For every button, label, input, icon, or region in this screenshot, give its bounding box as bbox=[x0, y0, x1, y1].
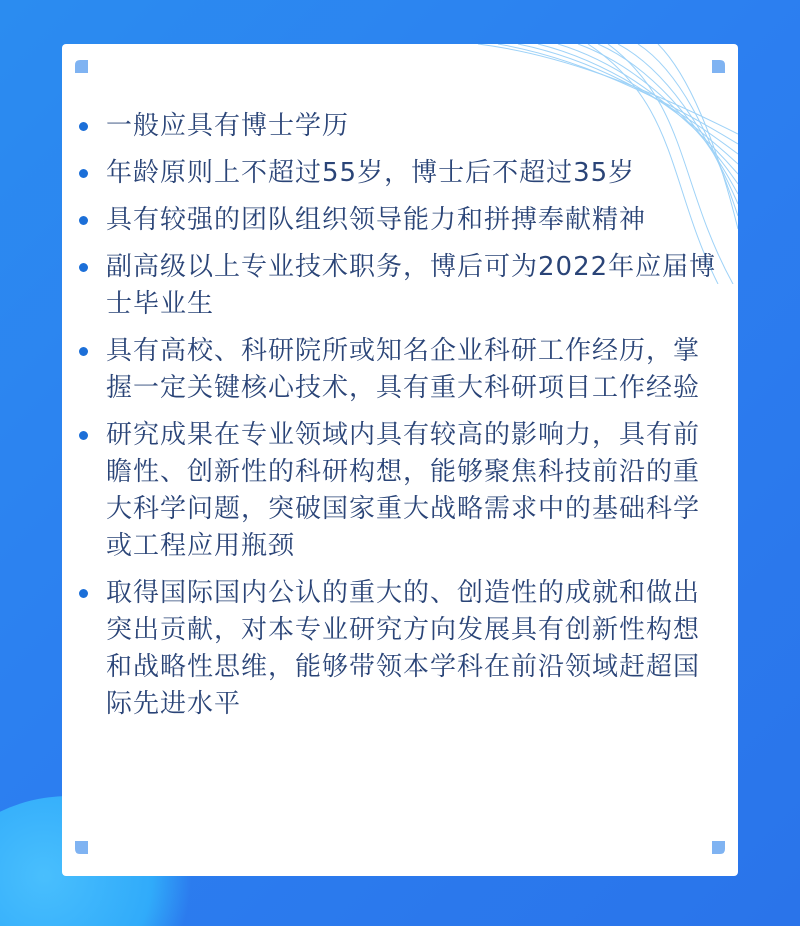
requirements-card bbox=[62, 44, 738, 876]
list-item bbox=[62, 575, 738, 723]
dot-bullet-icon bbox=[79, 431, 88, 440]
corner-bracket-icon bbox=[712, 60, 725, 73]
list-item-text: 研究成果在专业领域内具有较高的影响力，具有前瞻性、创新性的科研构想，能够聚焦科技前沿的重大科学问题，突破国家重大战略需求中的基础科学或工程应用瓶颈 bbox=[106, 420, 701, 561]
list-item-text: 年龄原则上不超过55岁，博士后不超过35岁 bbox=[106, 158, 636, 188]
list-item-text: 一般应具有博士学历 bbox=[106, 111, 350, 141]
requirements-list bbox=[62, 108, 738, 733]
list-item-text: 取得国际国内公认的重大的、创造性的成就和做出突出贡献，对本专业研究方向发展具有创新性构想和战略性思维，能够带领本学科在前沿领域赶超国际先进水平 bbox=[106, 578, 701, 719]
corner-bracket-icon bbox=[75, 841, 88, 854]
list-item bbox=[62, 202, 738, 239]
dot-bullet-icon bbox=[79, 589, 88, 598]
list-item bbox=[62, 333, 738, 407]
list-item bbox=[62, 417, 738, 565]
list-item bbox=[62, 108, 738, 145]
dot-bullet-icon bbox=[79, 216, 88, 225]
dot-bullet-icon bbox=[79, 263, 88, 272]
dot-bullet-icon bbox=[79, 122, 88, 131]
list-item bbox=[62, 249, 738, 323]
dot-bullet-icon bbox=[79, 347, 88, 356]
list-item-text: 具有较强的团队组织领导能力和拼搏奉献精神 bbox=[106, 205, 647, 235]
corner-bracket-icon bbox=[712, 841, 725, 854]
list-item bbox=[62, 155, 738, 192]
corner-bracket-icon bbox=[75, 60, 88, 73]
list-item-text: 副高级以上专业技术职务，博后可为2022年应届博士毕业生 bbox=[106, 252, 717, 319]
dot-bullet-icon bbox=[79, 169, 88, 178]
list-item-text: 具有高校、科研院所或知名企业科研工作经历，掌握一定关键核心技术，具有重大科研项目工作经验 bbox=[106, 336, 701, 403]
